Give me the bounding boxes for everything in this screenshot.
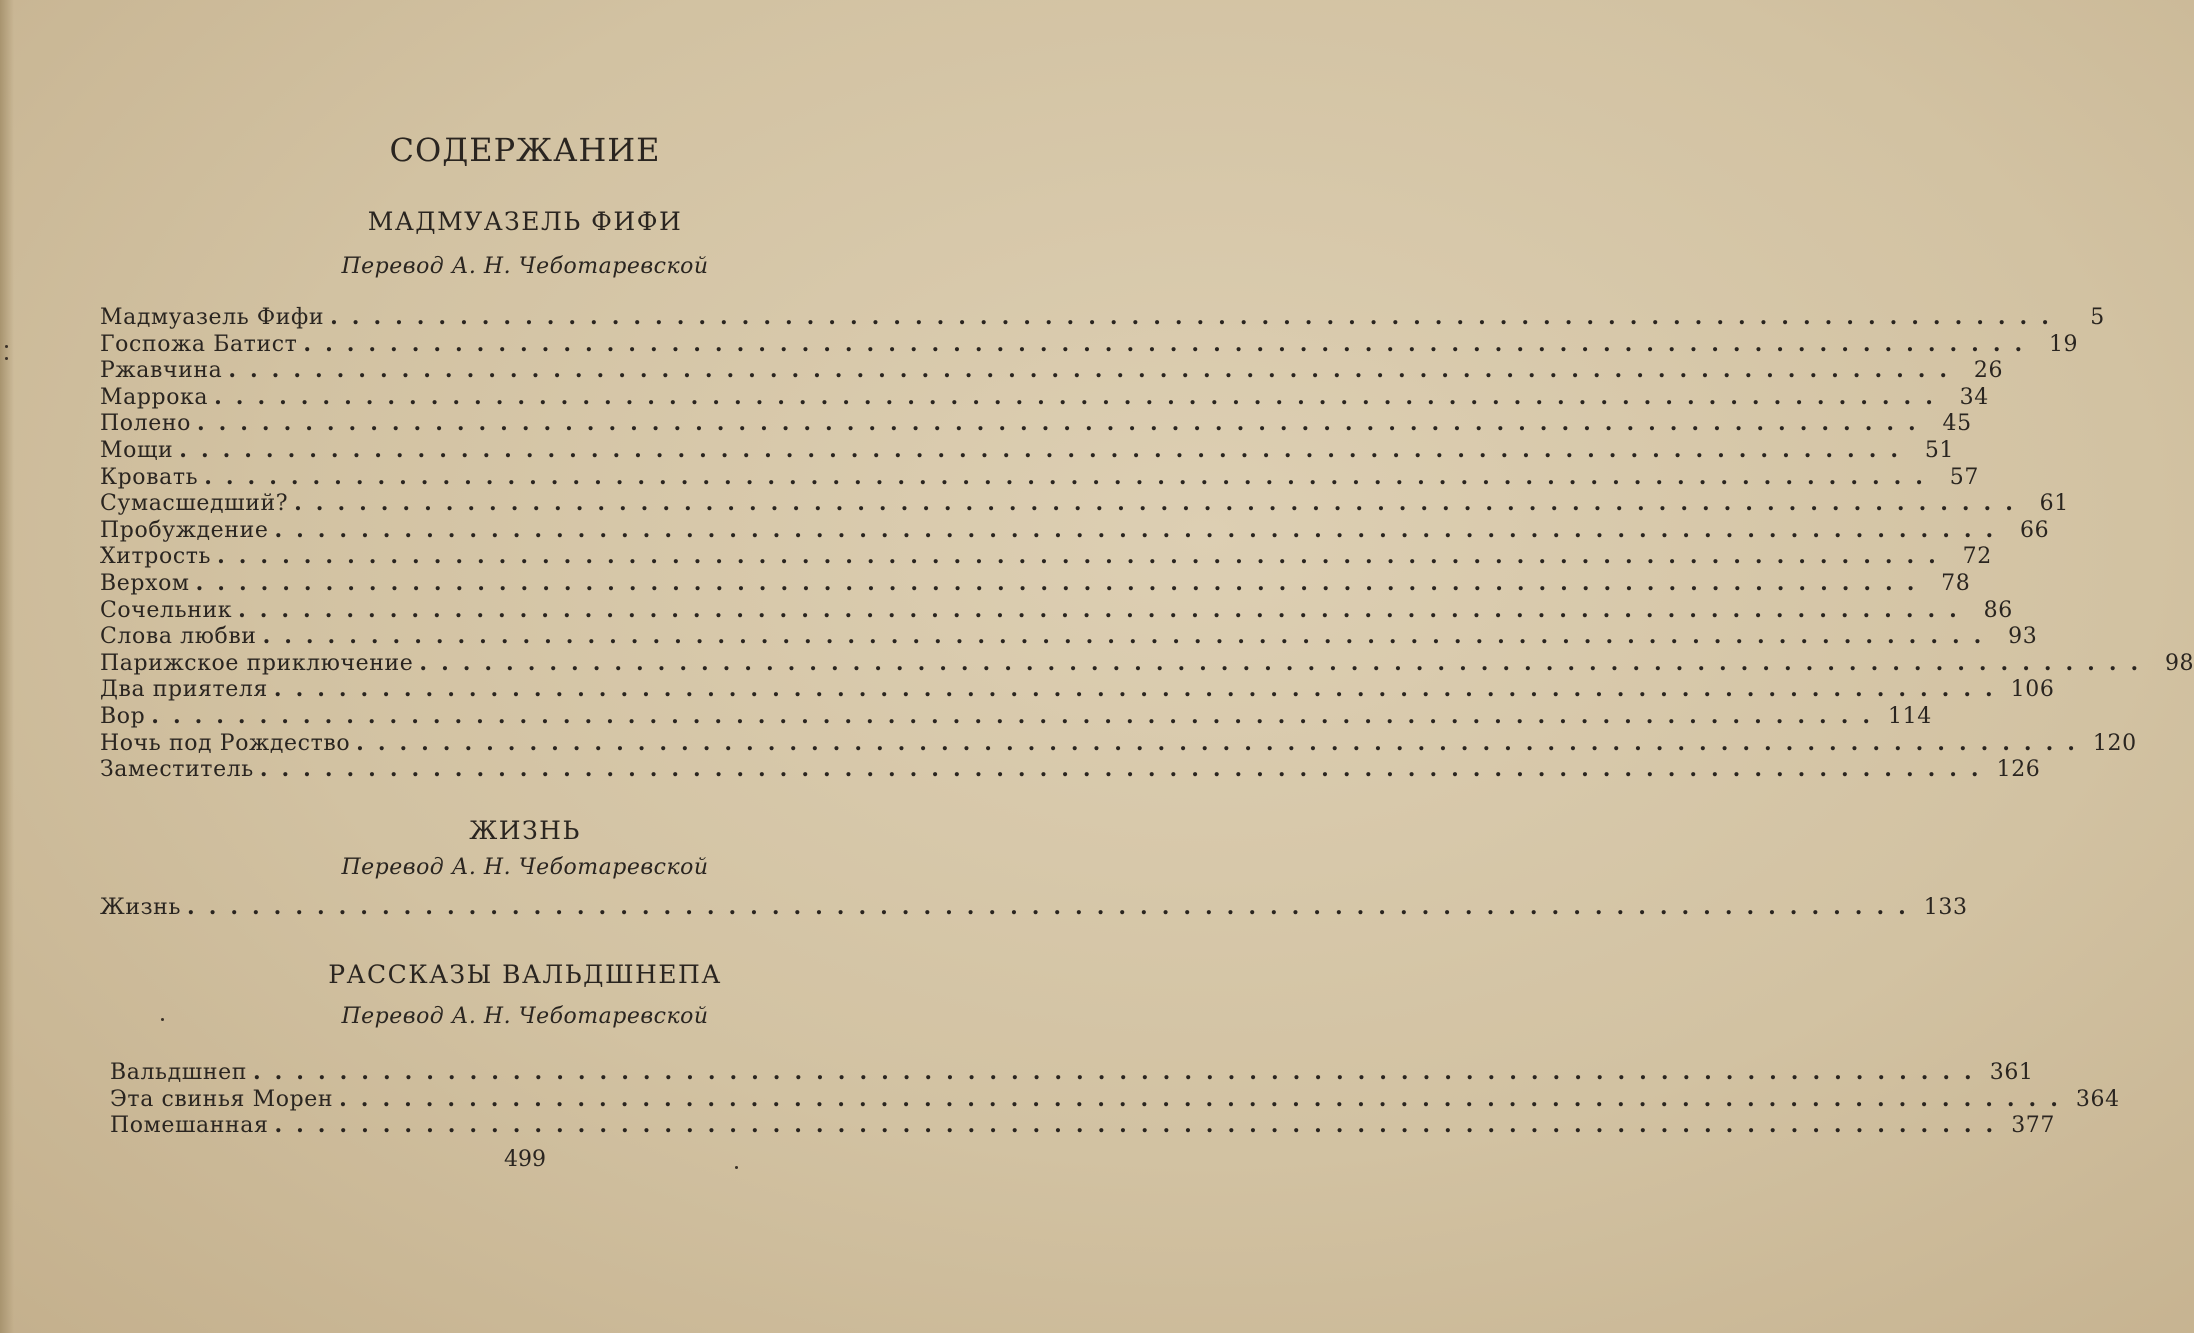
- toc-entry-page: 51: [1924, 437, 1955, 463]
- toc-entry-title: Вальдшнеп: [110, 1060, 247, 1085]
- toc-entry: [100, 516, 2050, 544]
- toc-entry-title: Эта свинья Морен: [110, 1086, 334, 1112]
- toc-entry-title: Госпожа Батист: [100, 331, 298, 357]
- toc-list-section-3: [110, 1059, 2120, 1139]
- dot-leader: ................................................................................: [274, 1112, 2008, 1139]
- toc-entry: [110, 1059, 2034, 1086]
- page-title: СОДЕРЖАНИЕ: [389, 131, 661, 169]
- section-title-zhizn: ЖИЗНЬ: [469, 816, 581, 845]
- toc-entry-title: Верхом: [100, 570, 190, 596]
- toc-entry-page: 5: [2090, 305, 2105, 330]
- dot-leader: ................................................................................: [419, 649, 2153, 676]
- dot-leader: ................................................................................: [339, 1085, 2072, 1112]
- paper-speck: [161, 1018, 164, 1021]
- toc-entry-title: Два приятеля: [100, 677, 268, 703]
- dot-leader: ................................................................................: [303, 330, 2037, 357]
- toc-entry: [110, 1112, 2055, 1139]
- toc-entry-page: 72: [1962, 544, 1992, 570]
- section-translator-2: Перевод А. Н. Чеботаревской: [341, 855, 709, 880]
- toc-entry-page: 120: [2092, 730, 2137, 756]
- dot-leader: ................................................................................: [252, 1059, 1986, 1085]
- toc-entry: [100, 623, 2038, 650]
- toc-entry-title: Парижское приключение: [100, 650, 414, 676]
- toc-entry-page: 106: [2010, 677, 2055, 703]
- dot-leader: ................................................................................: [294, 490, 2027, 517]
- toc-entry-page: 86: [1983, 597, 2013, 623]
- toc-entry: [100, 436, 1955, 464]
- toc-entry-title: Сочельник: [100, 597, 233, 623]
- toc-entry-page: 98: [2164, 650, 2194, 676]
- toc-entry: [100, 894, 1968, 921]
- toc-entry-title: Сумасшедший?: [100, 491, 289, 517]
- toc-entry-page: 133: [1923, 895, 1968, 920]
- toc-entry-page: 45: [1942, 411, 1972, 437]
- toc-entry-title: Помешанная: [110, 1113, 269, 1139]
- toc-entry-title: Пробуждение: [100, 517, 269, 543]
- toc-entry: [100, 410, 1972, 437]
- toc-entry-page: 26: [1973, 358, 2004, 384]
- paper-speck: [735, 1166, 738, 1169]
- toc-list-section-1: [100, 304, 2194, 783]
- toc-entry-title: Заместитель: [100, 757, 254, 783]
- dot-leader: ................................................................................: [356, 729, 2089, 756]
- toc-entry: [100, 490, 2069, 517]
- dot-leader: ................................................................................: [330, 304, 2063, 330]
- toc-entry: [100, 702, 1932, 730]
- toc-entry-title: Жизнь: [100, 895, 182, 920]
- toc-list-section-2: [100, 894, 1968, 921]
- section-title-mademoiselle-fifi: МАДМУАЗЕЛЬ ФИФИ: [367, 207, 683, 236]
- dot-leader: ................................................................................: [238, 596, 1971, 623]
- dot-leader: ................................................................................: [259, 756, 1993, 783]
- toc-entry-page: 364: [2075, 1086, 2120, 1112]
- toc-entry-page: 34: [1959, 384, 1989, 410]
- toc-entry: [100, 543, 1992, 570]
- dot-leader: ................................................................................: [274, 516, 2008, 543]
- toc-entry-page: 93: [2008, 624, 2038, 650]
- toc-entry: [100, 729, 2137, 757]
- toc-entry-title: Ночь под Рождество: [100, 730, 351, 756]
- toc-entry-title: Слова любви: [100, 624, 257, 650]
- toc-entry-title: Хитрость: [100, 544, 212, 570]
- toc-entry-page: 377: [2011, 1113, 2055, 1139]
- paper-speck: [5, 357, 8, 360]
- toc-entry: [100, 596, 2013, 624]
- toc-entry: [100, 756, 2041, 783]
- toc-entry: [100, 676, 2055, 703]
- toc-entry: [100, 304, 2105, 331]
- toc-entry-title: Маррока: [100, 384, 209, 410]
- dot-leader: ................................................................................: [262, 623, 1996, 650]
- toc-entry-title: Кровать: [100, 464, 199, 490]
- paper-speck: [5, 345, 8, 348]
- dot-leader: ................................................................................: [273, 676, 2007, 703]
- section-title-woodcock-tales: РАССКАЗЫ ВАЛЬДШНЕПА: [328, 960, 722, 989]
- toc-entry-page: 78: [1941, 570, 1971, 596]
- toc-entry-title: Вор: [100, 703, 146, 729]
- dot-leader: ................................................................................: [196, 410, 1930, 437]
- dot-leader: ................................................................................: [195, 569, 1929, 596]
- dot-leader: ................................................................................: [187, 894, 1920, 920]
- toc-entry: [100, 330, 2079, 358]
- toc-entry-page: 66: [2019, 517, 2050, 543]
- dot-leader: ................................................................................: [179, 436, 1913, 463]
- section-translator-3: Перевод А. Н. Чеботаревской: [341, 1004, 709, 1029]
- toc-entry-page: 114: [1888, 703, 1932, 729]
- section-translator-1: Перевод А. Н. Чеботаревской: [341, 254, 709, 279]
- toc-entry: [100, 649, 2194, 677]
- toc-entry: [100, 569, 1971, 597]
- toc-entry-page: 126: [1996, 757, 2041, 783]
- page-number: 499: [504, 1147, 546, 1172]
- toc-entry: [100, 383, 1989, 411]
- toc-entry-title: Мощи: [100, 437, 174, 463]
- toc-entry-title: Ржавчина: [100, 358, 223, 384]
- toc-entry-page: 61: [2039, 491, 2069, 517]
- dot-leader: ................................................................................: [217, 543, 1950, 570]
- dot-leader: ................................................................................: [204, 463, 1937, 490]
- dot-leader: ................................................................................: [228, 357, 1962, 384]
- toc-entry: [110, 1085, 2120, 1113]
- toc-entry-title: Мадмуазель Фифи: [100, 305, 325, 330]
- toc-entry: [100, 463, 1979, 491]
- toc-entry-page: 19: [2048, 331, 2079, 357]
- toc-entry: [100, 357, 2004, 384]
- toc-entry-page: 361: [1989, 1060, 2034, 1085]
- dot-leader: ................................................................................: [151, 702, 1885, 729]
- toc-entry-page: 57: [1949, 464, 1979, 490]
- dot-leader: ................................................................................: [214, 383, 1947, 410]
- toc-entry-title: Полено: [100, 411, 191, 437]
